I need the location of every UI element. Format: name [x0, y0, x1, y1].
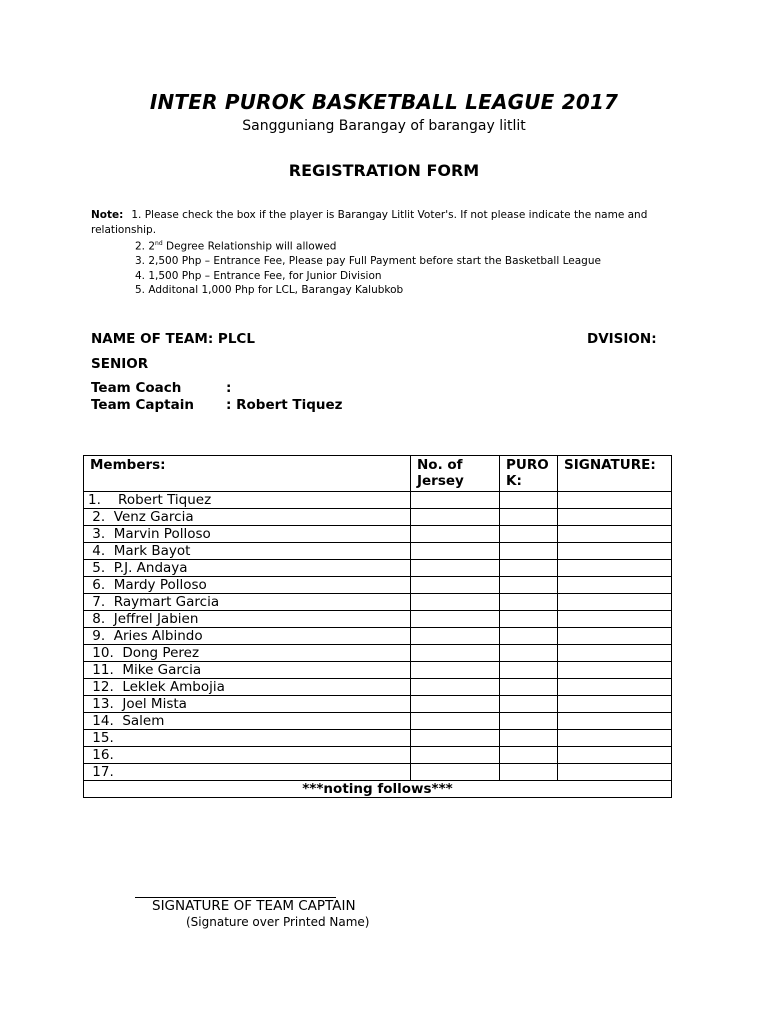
- signature-cell[interactable]: [558, 594, 672, 611]
- table-row: [84, 747, 672, 764]
- table-row: [84, 696, 672, 713]
- header-members: Members:: [84, 456, 411, 492]
- league-title: INTER PUROK BASKETBALL LEAGUE 2017: [149, 90, 619, 114]
- jersey-cell[interactable]: [411, 611, 500, 628]
- signature-label: SIGNATURE OF TEAM CAPTAIN: [152, 898, 356, 914]
- division-label: DVISION:: [587, 331, 657, 347]
- member-name-cell: 13. Joel Mista: [84, 696, 411, 713]
- table-row: [84, 764, 672, 781]
- jersey-cell[interactable]: [411, 696, 500, 713]
- signature-cell[interactable]: [558, 679, 672, 696]
- purok-cell[interactable]: [500, 543, 558, 560]
- team-coach-label: Team Coach: [91, 380, 182, 396]
- team-name-value: PLCL: [217, 331, 255, 347]
- purok-cell[interactable]: [500, 526, 558, 543]
- signature-sublabel: (Signature over Printed Name): [186, 915, 370, 929]
- member-name-cell: 9. Aries Albindo: [84, 628, 411, 645]
- signature-cell[interactable]: [558, 662, 672, 679]
- member-name-cell: 1. Robert Tiquez: [84, 492, 411, 509]
- table-row: [84, 492, 672, 509]
- jersey-cell[interactable]: [411, 577, 500, 594]
- purok-cell[interactable]: [500, 594, 558, 611]
- member-name-cell: 16.: [84, 747, 411, 764]
- purok-cell[interactable]: [500, 509, 558, 526]
- table-row: [84, 543, 672, 560]
- team-name-label: NAME OF TEAM:: [91, 331, 214, 347]
- signature-cell[interactable]: [558, 696, 672, 713]
- signature-cell[interactable]: [558, 713, 672, 730]
- table-row: [84, 662, 672, 679]
- table-row: [84, 577, 672, 594]
- jersey-cell[interactable]: [411, 543, 500, 560]
- signature-cell[interactable]: [558, 543, 672, 560]
- jersey-cell[interactable]: [411, 662, 500, 679]
- header-jersey: No. of Jersey: [411, 456, 500, 492]
- purok-cell[interactable]: [500, 492, 558, 509]
- purok-cell[interactable]: [500, 645, 558, 662]
- table-row: [84, 713, 672, 730]
- signature-cell[interactable]: [558, 509, 672, 526]
- note-item-1: Note: 1. Please check the box if the player is Barangay Litlit Voter's. If not please indicate the name and relationship.: [91, 209, 648, 236]
- signature-cell[interactable]: [558, 628, 672, 645]
- purok-cell[interactable]: [500, 577, 558, 594]
- table-row: [84, 628, 672, 645]
- signature-cell[interactable]: [558, 611, 672, 628]
- member-name-cell: 10. Dong Perez: [84, 645, 411, 662]
- members-table: [83, 455, 672, 798]
- table-row: [84, 730, 672, 747]
- table-row: [84, 560, 672, 577]
- member-name-cell: 4. Mark Bayot: [84, 543, 411, 560]
- purok-cell[interactable]: [500, 662, 558, 679]
- note-item-2: 2. 2nd Degree Relationship will allowed: [135, 240, 337, 253]
- signature-cell[interactable]: [558, 560, 672, 577]
- signature-cell[interactable]: [558, 645, 672, 662]
- table-row: [84, 526, 672, 543]
- team-captain-label: Team Captain: [91, 397, 194, 413]
- jersey-cell[interactable]: [411, 730, 500, 747]
- table-footer-row: [84, 781, 672, 798]
- signature-cell[interactable]: [558, 526, 672, 543]
- signature-cell[interactable]: [558, 492, 672, 509]
- note-item-4: 4. 1,500 Php – Entrance Fee, for Junior Division: [135, 269, 382, 282]
- member-name-cell: 14. Salem: [84, 713, 411, 730]
- purok-cell[interactable]: [500, 611, 558, 628]
- member-name-cell: 8. Jeffrel Jabien: [84, 611, 411, 628]
- purok-cell[interactable]: [500, 747, 558, 764]
- signature-cell[interactable]: [558, 577, 672, 594]
- table-row: [84, 679, 672, 696]
- team-captain-row: [226, 397, 343, 413]
- purok-cell[interactable]: [500, 696, 558, 713]
- member-name-cell: 2. Venz Garcia: [84, 509, 411, 526]
- jersey-cell[interactable]: [411, 764, 500, 781]
- purok-cell[interactable]: [500, 679, 558, 696]
- signature-cell[interactable]: [558, 730, 672, 747]
- member-name-cell: 3. Marvin Polloso: [84, 526, 411, 543]
- member-name-cell: 11. Mike Garcia: [84, 662, 411, 679]
- header-purok: PURO K:: [500, 456, 558, 492]
- header-signature: SIGNATURE:: [558, 456, 672, 492]
- member-name-cell: 6. Mardy Polloso: [84, 577, 411, 594]
- division-value: SENIOR: [91, 356, 149, 372]
- member-name-cell: 7. Raymart Garcia: [84, 594, 411, 611]
- member-name-cell: 5. P.J. Andaya: [84, 560, 411, 577]
- note-item-5: 5. Additonal 1,000 Php for LCL, Barangay Kalubkob: [135, 284, 404, 296]
- purok-cell[interactable]: [500, 764, 558, 781]
- jersey-cell[interactable]: [411, 560, 500, 577]
- jersey-cell[interactable]: [411, 747, 500, 764]
- noting-follows: ***noting follows***: [84, 781, 672, 798]
- table-row: [84, 509, 672, 526]
- purok-cell[interactable]: [500, 560, 558, 577]
- note-item-3: 3. 2,500 Php – Entrance Fee, Please pay Full Payment before start the Basketball League: [135, 255, 601, 267]
- member-name-cell: 15.: [84, 730, 411, 747]
- table-header-row: [84, 456, 672, 492]
- note-section: [91, 208, 681, 298]
- team-coach-separator: :: [226, 380, 232, 396]
- note-label: Note:: [91, 209, 124, 221]
- jersey-cell[interactable]: [411, 492, 500, 509]
- purok-cell[interactable]: [500, 730, 558, 747]
- jersey-cell[interactable]: [411, 509, 500, 526]
- league-subtitle: Sangguniang Barangay of barangay litlit: [242, 118, 526, 134]
- jersey-cell[interactable]: [411, 594, 500, 611]
- purok-cell[interactable]: [500, 628, 558, 645]
- jersey-cell[interactable]: [411, 526, 500, 543]
- member-name-cell: 17.: [84, 764, 411, 781]
- jersey-cell[interactable]: [411, 628, 500, 645]
- form-title: REGISTRATION FORM: [288, 161, 480, 180]
- signature-cell[interactable]: [558, 764, 672, 781]
- table-row: [84, 594, 672, 611]
- signature-cell[interactable]: [558, 747, 672, 764]
- table-row: [84, 645, 672, 662]
- purok-cell[interactable]: [500, 713, 558, 730]
- jersey-cell[interactable]: [411, 679, 500, 696]
- team-captain-value: Robert Tiquez: [236, 397, 343, 413]
- jersey-cell[interactable]: [411, 645, 500, 662]
- table-row: [84, 611, 672, 628]
- jersey-cell[interactable]: [411, 713, 500, 730]
- team-name-row: [91, 331, 255, 347]
- team-captain-separator: :: [226, 397, 232, 413]
- member-name-cell: 12. Leklek Ambojia: [84, 679, 411, 696]
